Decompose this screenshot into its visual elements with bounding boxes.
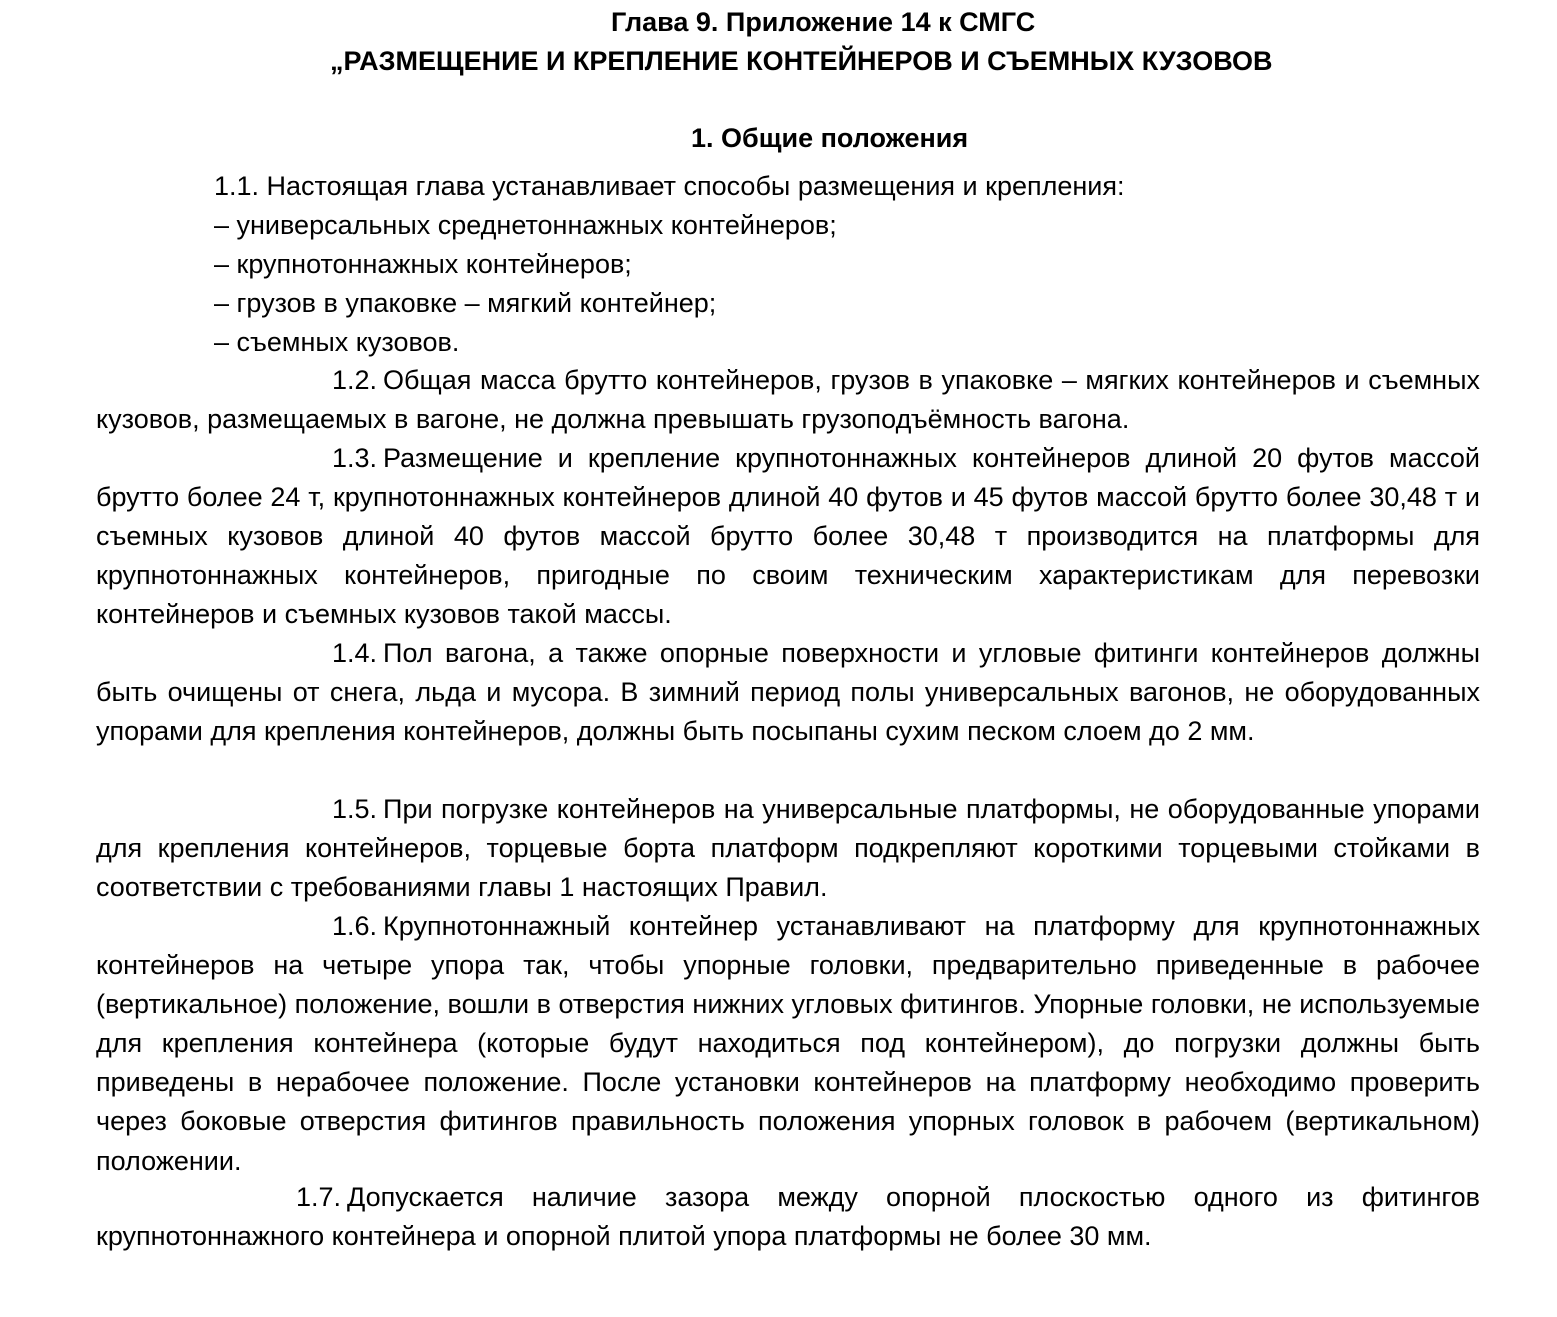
paragraph-number: 1.4. (332, 638, 378, 668)
section-heading: 1. Общие положения (691, 123, 969, 153)
paragraph-number: 1.5. (332, 794, 378, 824)
chapter-title: Глава 9. Приложение 14 к СМГС (611, 7, 1036, 37)
paragraph (96, 634, 1480, 751)
paragraph-text: Допускается наличие зазора между опорной плоскостью одного из фитингов крупнотоннажного контейнера и опорной плитой упора платформы не более 30 мм. (96, 1182, 1480, 1252)
paragraph (96, 790, 1480, 907)
intro-line: 1.1. Настоящая глава устанавливает способы размещения и крепления: (214, 171, 1125, 201)
paragraph (96, 1178, 1480, 1256)
paragraph (96, 361, 1480, 439)
appendix-title: „РАЗМЕЩЕНИЕ И КРЕПЛЕНИЕ КОНТЕЙНЕРОВ И СЪЕМНЫХ КУЗОВОВ (330, 46, 1273, 76)
paragraph-number: 1.3. (332, 443, 378, 473)
list-item: – грузов в упаковке – мягкий контейнер; (214, 288, 717, 318)
paragraph-text: Крупнотоннажный контейнер устанавливают на платформу для крупнотоннажных контейнеров на четыре упора так, чтобы упорные головки, предварительно приведенные в рабочее (вертикальное) положение, вошли в отверстия нижних угловых фитингов. Упорные головки, не используемые для крепления контейнера (которые будут находиться под контейнером), до погрузки должны быть приведены в нерабочее положение. После установки контейнеров на платформу необходимо проверить через боковые отверстия фитингов правильность положения упорных головок в рабочем (вертикальном) положении. (96, 911, 1480, 1176)
paragraph-number: 1.6. (332, 911, 378, 941)
paragraph-text: При погрузке контейнеров на универсальные платформы, не оборудованные упорами для крепления контейнеров, торцевые борта платформ подкрепляют короткими торцевыми стойками в соответствии с требованиями главы 1 настоящих Правил. (96, 794, 1480, 903)
paragraph-text: Общая масса брутто контейнеров, грузов в упаковке – мягких контейнеров и съемных кузовов, размещаемых в вагоне, не должна превышать грузоподъёмность вагона. (96, 365, 1480, 435)
list-item: – съемных кузовов. (214, 327, 460, 357)
paragraph (96, 907, 1480, 1181)
list-item: – крупнотоннажных контейнеров; (214, 249, 632, 279)
paragraph-text: Пол вагона, а также опорные поверхности и угловые фитинги контейнеров должны быть очищены от снега, льда и мусора. В зимний период полы универсальных вагонов, не оборудованных упорами для крепления контейнеров, должны быть посыпаны сухим песком слоем до 2 мм. (96, 638, 1480, 747)
paragraph (96, 439, 1480, 634)
paragraph-number: 1.7. (296, 1182, 342, 1212)
paragraph-text: Размещение и крепление крупнотоннажных контейнеров длиной 20 футов массой брутто более 24 т, крупнотоннажных контейнеров длиной 40 футов и 45 футов массой брутто более 30,48 т и съемных кузовов длиной 40 футов массой брутто более 30,48 т производится на платформы для крупнотоннажных контейнеров, пригодные по своим техническим характеристикам для перевозки контейнеров и съемных кузовов такой массы. (96, 443, 1480, 630)
list-item: – универсальных среднетоннажных контейнеров; (214, 210, 837, 240)
paragraph-number: 1.2. (332, 365, 378, 395)
